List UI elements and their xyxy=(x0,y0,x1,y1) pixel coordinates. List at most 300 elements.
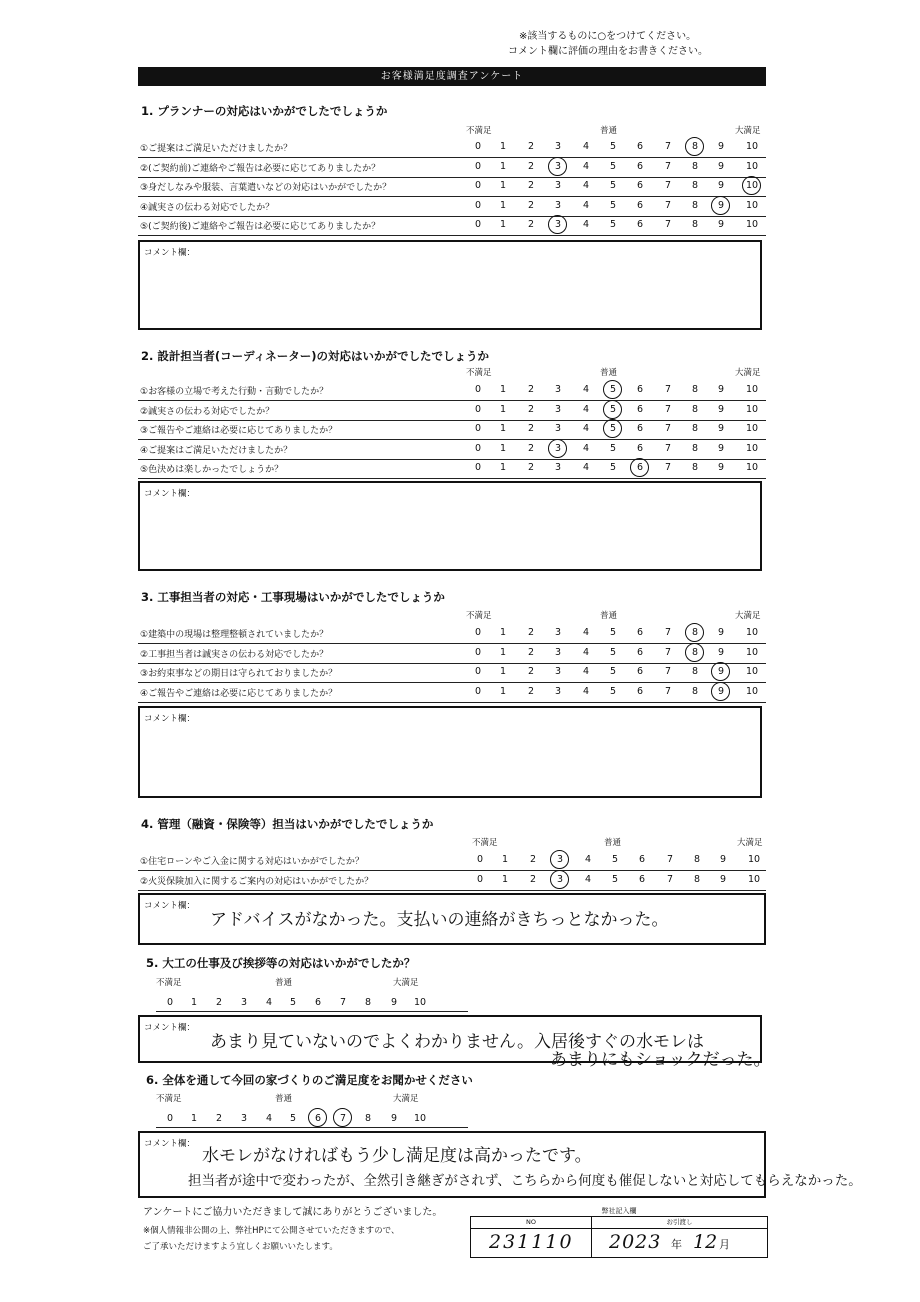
scale-option[interactable]: 2 xyxy=(527,646,535,658)
scale-option[interactable]: 9 xyxy=(717,685,725,697)
section-3-mid-label: 普通 xyxy=(600,611,618,621)
scale-option[interactable]: 9 xyxy=(717,627,725,638)
selected-answer-circle xyxy=(711,196,730,215)
scale-option[interactable]: 4 xyxy=(582,141,590,152)
scale-option[interactable]: 0 xyxy=(474,160,482,172)
scale-option[interactable]: 8 xyxy=(691,442,699,454)
scale-option[interactable]: 10 xyxy=(413,997,427,1008)
scale-option[interactable]: 5 xyxy=(609,442,617,454)
comment-label: コメント欄： xyxy=(144,1023,196,1033)
question-row xyxy=(138,644,766,664)
selected-answer-circle xyxy=(550,870,569,889)
scale-option[interactable]: 2 xyxy=(527,685,535,697)
question-text: ①お客様の立場で考えた行動・言動でしたか？ xyxy=(140,387,329,397)
scale-option[interactable]: 8 xyxy=(693,854,701,865)
scale-option[interactable]: 9 xyxy=(717,442,725,454)
selected-answer-circle xyxy=(742,176,761,195)
selected-answer-circle xyxy=(630,458,649,477)
section-4-mid-label: 普通 xyxy=(604,838,622,848)
scale-option[interactable]: 4 xyxy=(582,403,590,415)
scale-option[interactable]: 3 xyxy=(554,423,562,434)
scale-option[interactable]: 0 xyxy=(474,199,482,211)
scale-option[interactable]: 2 xyxy=(527,141,535,152)
section-3-high-label: 大満足 xyxy=(735,611,761,621)
scale-option[interactable]: 10 xyxy=(745,219,759,230)
scale-option[interactable]: 2 xyxy=(527,403,535,415)
scale-option[interactable]: 1 xyxy=(499,384,507,395)
scale-option[interactable]: 7 xyxy=(664,141,672,152)
section-1-low-label: 不満足 xyxy=(466,126,492,136)
scale-option[interactable]: 7 xyxy=(664,685,672,697)
scale-option[interactable]: 0 xyxy=(166,1113,174,1124)
scale-option[interactable]: 6 xyxy=(636,666,644,677)
scale-option[interactable]: 5 xyxy=(609,160,617,172)
comment-label: コメント欄： xyxy=(144,901,196,911)
scale-option[interactable]: 2 xyxy=(529,854,537,865)
scale-option[interactable]: 2 xyxy=(527,627,535,638)
question-row xyxy=(138,158,766,178)
question-text: ③身だしなみや服装、言葉遣いなどの対応はいかがでしたか？ xyxy=(140,183,392,193)
office-use-label: 弊社記入欄 xyxy=(601,1207,637,1215)
section-3-title: 3. 工事担当者の対応・工事現場はいかがでしたでしょうか xyxy=(141,590,445,604)
selected-answer-circle xyxy=(711,682,730,701)
scale-option[interactable]: 0 xyxy=(474,442,482,454)
office-use-box xyxy=(470,1216,768,1258)
scale-option[interactable]: 6 xyxy=(636,646,644,658)
scale-option[interactable]: 0 xyxy=(474,685,482,697)
scale-option[interactable]: 1 xyxy=(499,685,507,697)
question-text: ③ご報告やご連絡は必要に応じてありましたか？ xyxy=(140,426,338,436)
scale-option[interactable]: 6 xyxy=(638,873,646,885)
office-year-unit: 年 xyxy=(671,1238,682,1251)
section-2-comment-box[interactable] xyxy=(138,481,762,571)
question-row xyxy=(138,401,766,421)
scale-option[interactable]: 6 xyxy=(636,141,644,152)
question-row xyxy=(138,197,766,217)
scale-option[interactable]: 0 xyxy=(476,854,484,865)
question-row xyxy=(138,459,766,479)
scale-option[interactable]: 5 xyxy=(609,403,617,415)
question-row xyxy=(138,663,766,683)
question-text: ④ご報告やご連絡は必要に応じてありましたか？ xyxy=(140,688,338,699)
scale-option[interactable]: 7 xyxy=(664,384,672,395)
scale-option[interactable]: 5 xyxy=(609,384,617,395)
scale-option[interactable]: 10 xyxy=(745,627,759,638)
scale-option[interactable]: 4 xyxy=(584,854,592,865)
section-1-mid-label: 普通 xyxy=(600,126,618,136)
scale-option[interactable]: 1 xyxy=(499,423,507,434)
scale-option[interactable]: 8 xyxy=(691,160,699,172)
section-5-low-label: 不満足 xyxy=(156,978,182,988)
scale-option[interactable]: 5 xyxy=(289,1113,297,1124)
scale-option[interactable]: 3 xyxy=(240,1113,248,1124)
question-text: ⑤(ご契約後)ご連絡やご報告は必要に応じてありましたか？ xyxy=(140,222,381,232)
scale-option[interactable]: 10 xyxy=(745,442,759,454)
scale-option[interactable]: 8 xyxy=(364,1113,372,1124)
scale-option[interactable]: 0 xyxy=(474,646,482,658)
scale-option[interactable]: 9 xyxy=(717,180,725,191)
scale-option[interactable]: 5 xyxy=(609,423,617,434)
scale-option[interactable]: 7 xyxy=(664,160,672,172)
scale-option[interactable]: 2 xyxy=(527,180,535,191)
scale-option[interactable]: 1 xyxy=(499,160,507,172)
question-row xyxy=(138,177,766,197)
question-text: ②誠実さの伝わる対応でしたか？ xyxy=(140,406,275,417)
scale-option[interactable]: 3 xyxy=(554,141,562,152)
section-5-comment-box[interactable] xyxy=(138,1015,771,1070)
scale-option[interactable]: 10 xyxy=(745,423,759,434)
scale-option[interactable]: 3 xyxy=(554,666,562,677)
question-text: ①建築中の現場は整理整頓されていましたか？ xyxy=(140,630,329,640)
scale-option[interactable]: 10 xyxy=(745,199,759,211)
question-text: ②火災保険加入に関するご案内の対応はいかがでしたか？ xyxy=(140,876,374,887)
scale-option[interactable]: 7 xyxy=(664,462,672,473)
scale-option[interactable]: 10 xyxy=(745,462,759,473)
scale-option[interactable]: 9 xyxy=(717,160,725,172)
section-6-title: 6. 全体を通して今回の家づくりのご満足度をお聞かせください xyxy=(146,1073,473,1087)
scale-option[interactable]: 3 xyxy=(240,997,248,1008)
scale-option[interactable]: 8 xyxy=(691,462,699,473)
scale-option[interactable]: 3 xyxy=(554,219,562,230)
scale-option[interactable]: 4 xyxy=(582,685,590,697)
scale-option[interactable]: 5 xyxy=(289,997,297,1008)
scale-option[interactable]: 3 xyxy=(556,873,564,885)
scale-option[interactable]: 7 xyxy=(664,403,672,415)
scale-option[interactable]: 1 xyxy=(190,1113,198,1124)
scale-option[interactable]: 9 xyxy=(390,1113,398,1124)
section-2-mid-label: 普通 xyxy=(600,368,618,378)
comment-label: コメント欄： xyxy=(144,248,196,258)
section-1-high-label: 大満足 xyxy=(735,126,761,136)
scale-option[interactable]: 10 xyxy=(745,403,759,415)
section-4-title: 4. 管理（融資・保険等）担当はいかがでしたでしょうか xyxy=(141,817,434,831)
scale-option[interactable]: 4 xyxy=(265,997,273,1008)
scale-option[interactable]: 6 xyxy=(636,627,644,638)
scale-option[interactable]: 0 xyxy=(166,997,174,1008)
section-4-high-label: 大満足 xyxy=(737,838,763,848)
scale-option[interactable]: 9 xyxy=(390,997,398,1008)
scale-option[interactable]: 8 xyxy=(364,997,372,1008)
scale-option[interactable]: 5 xyxy=(609,685,617,697)
question-text: ②(ご契約前)ご連絡やご報告は必要に応じてありましたか？ xyxy=(140,163,381,174)
selected-answer-circle xyxy=(550,850,569,869)
question-text: ④ご提案はご満足いただけましたか？ xyxy=(140,445,293,456)
section-1-title: 1. プランナーの対応はいかがでしたでしょうか xyxy=(141,104,388,118)
scale-option[interactable]: 5 xyxy=(609,462,617,473)
section-4-comment-text: アドバイスがなかった。支払いの連絡がきちっとなかった。 xyxy=(210,910,669,930)
scale-option[interactable]: 7 xyxy=(664,627,672,638)
scale-option[interactable]: 2 xyxy=(527,462,535,473)
section-2-title: 2. 設計担当者(コーディネーター)の対応はいかがでしたでしょうか xyxy=(141,349,489,363)
scale-option[interactable]: 10 xyxy=(745,141,759,152)
scale-option[interactable]: 10 xyxy=(747,873,761,885)
section-6-answer-marks: 6 / 7 xyxy=(432,1120,448,1128)
section-2-high-label: 大満足 xyxy=(735,368,761,378)
scale-option[interactable]: 1 xyxy=(499,442,507,454)
thanks-message: アンケートにご協力いただきまして誠にありがとうございました。 xyxy=(143,1207,443,1218)
scale-option[interactable]: 1 xyxy=(499,646,507,658)
section-4-comment-box[interactable] xyxy=(138,893,766,945)
scale-option[interactable]: 6 xyxy=(314,1113,322,1124)
scale-option[interactable]: 6 xyxy=(636,199,644,211)
question-row xyxy=(138,440,766,460)
scale-option[interactable]: 0 xyxy=(474,423,482,434)
scale-option[interactable]: 4 xyxy=(582,219,590,230)
scale-option[interactable]: 4 xyxy=(265,1113,273,1124)
question-text: ①住宅ローンやご入金に関する対応はいかがでしたか？ xyxy=(140,857,364,867)
scale-option[interactable]: 10 xyxy=(745,180,759,191)
scale-option[interactable]: 9 xyxy=(717,646,725,658)
scale-option[interactable]: 10 xyxy=(745,384,759,395)
scale-option[interactable]: 9 xyxy=(719,873,727,885)
scale-option[interactable]: 5 xyxy=(609,219,617,230)
scale-option[interactable]: 6 xyxy=(636,160,644,172)
scale-option[interactable]: 7 xyxy=(664,219,672,230)
scale-option[interactable]: 3 xyxy=(554,442,562,454)
scale-option[interactable]: 5 xyxy=(611,854,619,865)
scale-option[interactable]: 1 xyxy=(499,627,507,638)
selected-answer-circle xyxy=(603,380,622,399)
scale-option[interactable]: 0 xyxy=(474,141,482,152)
scale-option[interactable]: 10 xyxy=(745,685,759,697)
question-row xyxy=(138,683,766,703)
scale-option[interactable]: 2 xyxy=(529,873,537,885)
scale-option[interactable]: 4 xyxy=(584,873,592,885)
scale-option[interactable]: 2 xyxy=(215,997,223,1008)
scale-option[interactable]: 6 xyxy=(314,997,322,1008)
scale-option[interactable]: 0 xyxy=(474,219,482,230)
scale-option[interactable]: 5 xyxy=(609,199,617,211)
scale-option[interactable]: 7 xyxy=(664,180,672,191)
scale-option[interactable]: 4 xyxy=(582,160,590,172)
section-4-low-label: 不満足 xyxy=(472,838,498,848)
scale-option[interactable]: 8 xyxy=(691,666,699,677)
scale-option[interactable]: 4 xyxy=(582,180,590,191)
office-divider xyxy=(591,1217,592,1257)
instruction-note-1: ※該当するものに○をつけてください。 xyxy=(519,31,697,42)
section-1-comment-box[interactable] xyxy=(138,240,762,330)
section-5-comment-line-1: あまり見ていないのでよくわかりません。入居後すぐの水モレは xyxy=(210,1032,705,1052)
section-6-comment-line-2: 担当者が途中で変わったが、全然引き継ぎがされず、こちらから何度も催促しないと対応してもらえなかった。 xyxy=(188,1173,862,1189)
scale-option[interactable]: 10 xyxy=(413,1113,427,1124)
scale-option[interactable]: 9 xyxy=(717,141,725,152)
scale-option[interactable]: 1 xyxy=(499,462,507,473)
section-5-scale-rule xyxy=(156,1011,468,1012)
question-text: ④誠実さの伝わる対応でしたか？ xyxy=(140,202,275,213)
selected-answer-circle xyxy=(548,215,567,234)
scale-option[interactable]: 8 xyxy=(691,403,699,415)
scale-option[interactable]: 0 xyxy=(476,873,484,885)
scale-option[interactable]: 7 xyxy=(666,854,674,865)
office-month-unit: 月 xyxy=(719,1238,730,1251)
scale-option[interactable]: 3 xyxy=(554,403,562,415)
office-year-value: 2023 xyxy=(609,1231,662,1253)
scale-option[interactable]: 6 xyxy=(636,180,644,191)
section-6-comment-box[interactable] xyxy=(138,1131,862,1198)
question-row xyxy=(138,624,766,644)
scale-option[interactable]: 3 xyxy=(556,854,564,865)
scale-option[interactable]: 5 xyxy=(609,646,617,658)
scale-option[interactable]: 3 xyxy=(554,384,562,395)
privacy-note-1: ※個人情報非公開の上、弊社HPにて公開させていただきますので、 xyxy=(143,1226,400,1236)
scale-option[interactable]: 2 xyxy=(527,666,535,677)
office-no-value: 231110 xyxy=(489,1231,574,1253)
scale-option[interactable]: 3 xyxy=(554,462,562,473)
scale-option[interactable]: 8 xyxy=(691,199,699,211)
selected-answer-circle xyxy=(603,400,622,419)
selected-answer-circle xyxy=(685,623,704,642)
scale-option[interactable]: 0 xyxy=(474,384,482,395)
section-5-comment-line-2: あまりにもショックだった。 xyxy=(550,1050,771,1070)
section-5-mid-label: 普通 xyxy=(275,978,293,988)
scale-option[interactable]: 2 xyxy=(215,1113,223,1124)
scale-option[interactable]: 1 xyxy=(499,199,507,211)
scale-option[interactable]: 7 xyxy=(339,997,347,1008)
scale-option[interactable]: 9 xyxy=(717,423,725,434)
question-row xyxy=(138,851,766,871)
scale-option[interactable]: 6 xyxy=(636,462,644,473)
scale-option[interactable]: 4 xyxy=(582,423,590,434)
scale-option[interactable]: 1 xyxy=(190,997,198,1008)
scale-option[interactable]: 10 xyxy=(747,854,761,865)
question-row xyxy=(138,381,766,401)
selected-answer-circle xyxy=(333,1108,352,1127)
scale-option[interactable]: 6 xyxy=(636,384,644,395)
scale-option[interactable]: 7 xyxy=(664,199,672,211)
survey-title-bar: お客様満足度調査アンケート xyxy=(138,67,766,86)
scale-option[interactable]: 8 xyxy=(691,219,699,230)
scale-option[interactable]: 9 xyxy=(717,219,725,230)
scale-option[interactable]: 7 xyxy=(664,666,672,677)
question-row xyxy=(138,216,766,236)
scale-option[interactable]: 3 xyxy=(554,685,562,697)
scale-option[interactable]: 8 xyxy=(691,141,699,152)
scale-option[interactable]: 8 xyxy=(691,627,699,638)
section-3-comment-box[interactable] xyxy=(138,706,762,798)
scale-option[interactable]: 4 xyxy=(582,199,590,211)
scale-option[interactable]: 9 xyxy=(717,403,725,415)
scale-option[interactable]: 1 xyxy=(499,180,507,191)
comment-label: コメント欄： xyxy=(144,489,196,499)
scale-option[interactable]: 6 xyxy=(636,442,644,454)
section-5-high-label: 大満足 xyxy=(393,978,419,988)
scale-option[interactable]: 1 xyxy=(499,141,507,152)
scale-option[interactable]: 7 xyxy=(664,646,672,658)
scale-option[interactable]: 0 xyxy=(474,403,482,415)
scale-option[interactable]: 2 xyxy=(527,384,535,395)
scale-option[interactable]: 3 xyxy=(554,180,562,191)
question-row xyxy=(138,138,766,158)
scale-option[interactable]: 9 xyxy=(717,199,725,211)
scale-option[interactable]: 6 xyxy=(636,219,644,230)
scale-option[interactable]: 0 xyxy=(474,462,482,473)
office-no-header: NO xyxy=(471,1217,591,1229)
scale-option[interactable]: 7 xyxy=(666,873,674,885)
office-handover-header: お引渡し xyxy=(592,1217,767,1229)
scale-option[interactable]: 4 xyxy=(582,442,590,454)
scale-option[interactable]: 6 xyxy=(636,423,644,434)
question-text: ③お約束事などの期日は守られておりましたか？ xyxy=(140,669,338,679)
scale-option[interactable]: 0 xyxy=(474,666,482,677)
scale-option[interactable]: 1 xyxy=(499,403,507,415)
section-6-high-label: 大満足 xyxy=(393,1094,419,1104)
scale-option[interactable]: 9 xyxy=(717,666,725,677)
scale-option[interactable]: 6 xyxy=(638,854,646,865)
scale-option[interactable]: 2 xyxy=(527,160,535,172)
scale-option[interactable]: 4 xyxy=(582,462,590,473)
scale-option[interactable]: 7 xyxy=(664,423,672,434)
scale-option[interactable]: 0 xyxy=(474,627,482,638)
scale-option[interactable]: 3 xyxy=(554,627,562,638)
scale-option[interactable]: 5 xyxy=(609,141,617,152)
question-text: ①ご提案はご満足いただけましたか？ xyxy=(140,144,293,154)
scale-option[interactable]: 6 xyxy=(636,403,644,415)
selected-answer-circle xyxy=(685,643,704,662)
scale-option[interactable]: 3 xyxy=(554,646,562,658)
section-3-low-label: 不満足 xyxy=(466,611,492,621)
scale-option[interactable]: 4 xyxy=(582,627,590,638)
scale-option[interactable]: 8 xyxy=(691,180,699,191)
scale-option[interactable]: 8 xyxy=(691,646,699,658)
scale-option[interactable]: 9 xyxy=(717,462,725,473)
scale-option[interactable]: 1 xyxy=(499,219,507,230)
comment-label: コメント欄： xyxy=(144,1139,196,1149)
scale-option[interactable]: 0 xyxy=(474,180,482,191)
scale-option[interactable]: 5 xyxy=(609,666,617,677)
scale-option[interactable]: 2 xyxy=(527,199,535,211)
scale-option[interactable]: 10 xyxy=(745,666,759,677)
selected-answer-circle xyxy=(548,439,567,458)
scale-option[interactable]: 3 xyxy=(554,199,562,211)
scale-option[interactable]: 10 xyxy=(745,646,759,658)
scale-option[interactable]: 1 xyxy=(501,854,509,865)
scale-option[interactable]: 1 xyxy=(499,666,507,677)
scale-option[interactable]: 2 xyxy=(527,442,535,454)
question-row xyxy=(138,420,766,440)
scale-option[interactable]: 8 xyxy=(691,384,699,395)
privacy-note-2: ご了承いただけますよう宜しくお願いいたします。 xyxy=(143,1242,338,1252)
scale-option[interactable]: 4 xyxy=(582,646,590,658)
scale-option[interactable]: 2 xyxy=(527,423,535,434)
question-text: ⑤色決めは楽しかったでしょうか？ xyxy=(140,465,284,475)
scale-option[interactable]: 5 xyxy=(611,873,619,885)
selected-answer-circle xyxy=(308,1108,327,1127)
scale-option[interactable]: 8 xyxy=(691,685,699,697)
selected-answer-circle xyxy=(685,137,704,156)
scale-option[interactable]: 2 xyxy=(527,219,535,230)
scale-option[interactable]: 10 xyxy=(745,160,759,172)
scale-option[interactable]: 8 xyxy=(693,873,701,885)
section-2-low-label: 不満足 xyxy=(466,368,492,378)
scale-option[interactable]: 3 xyxy=(554,160,562,172)
scale-option[interactable]: 4 xyxy=(582,666,590,677)
scale-option[interactable]: 6 xyxy=(636,685,644,697)
scale-option[interactable]: 7 xyxy=(339,1113,347,1124)
scale-option[interactable]: 5 xyxy=(609,180,617,191)
selected-answer-circle xyxy=(603,419,622,438)
section-6-low-label: 不満足 xyxy=(156,1094,182,1104)
scale-option[interactable]: 9 xyxy=(717,384,725,395)
scale-option[interactable]: 7 xyxy=(664,442,672,454)
selected-answer-circle xyxy=(548,157,567,176)
section-5-title: 5. 大工の仕事及び挨拶等の対応はいかがでしたか？ xyxy=(146,956,416,970)
scale-option[interactable]: 8 xyxy=(691,423,699,434)
scale-option[interactable]: 9 xyxy=(719,854,727,865)
scale-option[interactable]: 1 xyxy=(501,873,509,885)
scale-option[interactable]: 5 xyxy=(609,627,617,638)
scale-option[interactable]: 4 xyxy=(582,384,590,395)
section-6-comment-line-1: 水モレがなければもう少し満足度は高かったです。 xyxy=(202,1146,592,1166)
